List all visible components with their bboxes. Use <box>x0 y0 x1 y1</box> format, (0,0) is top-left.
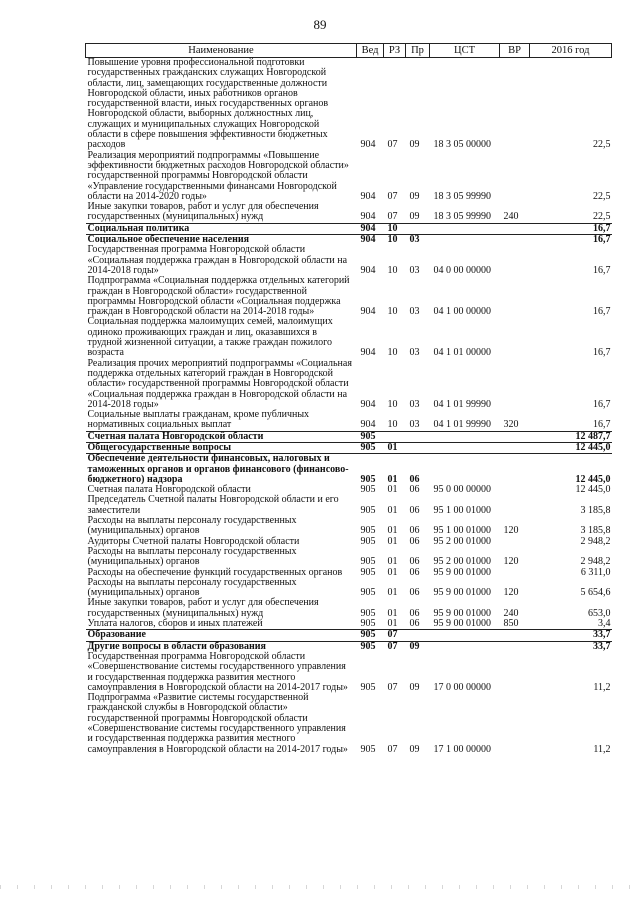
table-row <box>86 245 612 276</box>
row-pr <box>406 223 430 234</box>
row-rz: 10 <box>384 235 406 246</box>
row-cst: 04 0 00 00000 <box>433 264 491 276</box>
row-cst: 95 9 00 01000 <box>433 587 491 599</box>
row-cst <box>430 454 500 485</box>
page-number: 89 <box>313 17 327 32</box>
row-sum: 16,7 <box>593 347 611 359</box>
row-cst: 95 9 00 01000 <box>433 607 491 619</box>
table-row <box>86 317 612 358</box>
row-name: Реализация мероприятий подпрограммы «Повышение эффективности бюджетных расходов Новгородской области» государственной программы Новгородской области «Управление государственными финансами Новгородской области на 2014-2020 годы» <box>87 149 349 202</box>
row-name: Счетная палата Новгородской области <box>86 431 357 442</box>
row-sum: 3 185,8 <box>580 525 611 537</box>
row-rz: 01 <box>387 504 398 516</box>
row-rz: 07 <box>387 743 398 755</box>
row-rz: 10 <box>387 419 398 431</box>
table-row <box>86 516 612 537</box>
row-sum: 12 487,7 <box>530 431 612 442</box>
row-pr: 06 <box>409 504 420 516</box>
row-vr: 320 <box>503 419 519 431</box>
row-ved: 905 <box>360 681 376 693</box>
row-vr <box>500 58 530 151</box>
row-name: Другие вопросы в области образования <box>86 641 357 652</box>
row-pr: 03 <box>409 419 420 431</box>
row-name: Расходы на выплаты персоналу государственных (муниципальных) органов <box>87 545 297 568</box>
table-row <box>86 454 612 485</box>
row-vr <box>500 630 530 641</box>
row-pr: 06 <box>409 556 420 568</box>
row-sum: 12 445,0 <box>530 442 612 453</box>
row-ved: 905 <box>357 442 384 453</box>
row-name: Аудиторы Счетной палаты Новгородской области <box>87 535 300 547</box>
row-name: Общегосударственные вопросы <box>86 442 357 453</box>
header-pr: Пр <box>406 44 430 58</box>
row-sum: 12 445,0 <box>530 454 612 485</box>
row-sum: 33,7 <box>530 630 612 641</box>
row-cst <box>430 431 500 442</box>
row-name: Расходы на обеспечение функций государственных органов <box>87 566 343 578</box>
row-pr <box>406 431 430 442</box>
row-rz: 10 <box>387 306 398 318</box>
row-vr <box>500 431 530 442</box>
row-ved: 905 <box>357 641 384 652</box>
table-row <box>86 359 612 410</box>
row-vr <box>500 276 530 317</box>
row-name: Председатель Счетной палаты Новгородской области и его заместители <box>87 494 339 516</box>
row-pr: 09 <box>409 190 420 202</box>
row-sum: 16,7 <box>593 398 611 410</box>
row-pr: 09 <box>406 641 430 652</box>
row-sum: 16,7 <box>530 235 612 246</box>
row-name: Социальная поддержка малоимущих семей, малоимущих одиноко проживающих граждан и лиц, оказавшихся в трудной жизненной ситуации, а также граждан пожилого возраста <box>87 316 333 359</box>
scan-artifact-dots <box>0 885 640 889</box>
row-ved: 905 <box>360 556 376 568</box>
table-row <box>86 223 612 234</box>
row-ved: 905 <box>360 535 376 547</box>
row-ved: 905 <box>360 504 376 516</box>
row-name: Государственная программа Новгородской области «Социальная поддержка граждан в Новгородской области на 2014-2018 годы» <box>87 244 348 276</box>
row-name: Счетная палата Новгородской области <box>87 484 251 496</box>
row-vr <box>500 652 530 693</box>
row-pr: 06 <box>409 535 420 547</box>
row-sum: 16,7 <box>530 223 612 234</box>
row-name: Уплата налогов, сборов и иных платежей <box>87 618 263 630</box>
row-sum: 12 445,0 <box>575 484 611 496</box>
header-ved: Вед <box>357 44 384 58</box>
row-pr: 06 <box>409 607 420 619</box>
table-row <box>86 619 612 630</box>
row-name: Повышение уровня профессиональной подготовки государственных гражданских служащих Новгородской области, лиц, замещающих государственные должности Новгородской области, иных работников органов государственной власти, иных государственных органов Новгородской области, выборных должностных лиц, служащих и муниципальных служащих Новгородской области в сфере повышения эффективности бюджетных расходов <box>87 57 329 151</box>
row-rz: 01 <box>387 484 398 496</box>
row-pr: 03 <box>409 264 420 276</box>
row-vr <box>500 223 530 234</box>
table-row <box>86 652 612 693</box>
row-cst: 18 3 05 00000 <box>433 139 491 151</box>
row-name: Обеспечение деятельности финансовых, налоговых и таможенных органов и органов финансового (финансово-бюджетного) надзора <box>86 454 357 485</box>
row-rz: 10 <box>387 398 398 410</box>
row-ved: 905 <box>360 484 376 496</box>
row-name: Иные закупки товаров, работ и услуг для обеспечения государственных (муниципальных) нужд <box>87 201 319 223</box>
row-name: Образование <box>86 630 357 641</box>
row-name: Социальное обеспечение населения <box>86 235 357 246</box>
row-ved: 905 <box>360 587 376 599</box>
table-row <box>86 630 612 641</box>
row-vr: 120 <box>503 525 519 537</box>
row-cst: 04 1 00 00000 <box>433 306 491 318</box>
row-pr: 06 <box>409 587 420 599</box>
row-rz: 07 <box>387 190 398 202</box>
row-ved: 904 <box>357 223 384 234</box>
row-ved: 904 <box>360 264 376 276</box>
table-row <box>86 431 612 442</box>
row-vr <box>500 235 530 246</box>
row-sum: 2 948,2 <box>580 556 611 568</box>
row-name: Реализация прочих мероприятий подпрограммы «Социальная поддержка отдельных категорий граждан в Новгородской области» государственной программы Новгородской области «Социальная поддержка граждан в Новгородской области на 2014-2018 годы» <box>87 357 352 410</box>
row-pr: 09 <box>409 743 420 755</box>
row-pr: 03 <box>409 306 420 318</box>
row-rz: 10 <box>387 264 398 276</box>
row-ved: 905 <box>357 454 384 485</box>
row-cst: 17 1 00 00000 <box>433 743 491 755</box>
row-ved: 904 <box>360 190 376 202</box>
row-cst: 18 3 05 99990 <box>433 211 491 223</box>
row-vr <box>500 442 530 453</box>
row-pr <box>406 442 430 453</box>
row-ved: 905 <box>360 525 376 537</box>
row-rz: 10 <box>387 347 398 359</box>
row-pr: 06 <box>409 566 420 578</box>
row-ved: 905 <box>360 618 376 630</box>
table-row <box>86 578 612 599</box>
row-name: Расходы на выплаты персоналу государственных (муниципальных) органов <box>87 515 297 537</box>
budget-table <box>85 43 612 755</box>
table-row <box>86 276 612 317</box>
row-name: Социальная политика <box>86 223 357 234</box>
row-pr: 06 <box>409 525 420 537</box>
row-pr: 06 <box>409 618 420 630</box>
row-sum: 6 311,0 <box>580 566 611 578</box>
row-pr: 09 <box>409 139 420 151</box>
row-ved: 904 <box>360 398 376 410</box>
table-row <box>86 410 612 431</box>
row-cst <box>430 235 500 246</box>
table-row <box>86 598 612 619</box>
row-ved: 905 <box>360 566 376 578</box>
row-name: Социальные выплаты гражданам, кроме публичных нормативных социальных выплат <box>87 409 310 431</box>
row-cst: 04 1 01 99990 <box>433 419 491 431</box>
row-rz: 01 <box>384 454 406 485</box>
row-pr: 09 <box>409 681 420 693</box>
row-cst: 95 9 00 01000 <box>433 566 491 578</box>
row-name: Государственная программа Новгородской области «Совершенствование системы государственного управления и государственная поддержка развития местного самоуправления в Новгородской области на 2014-2017 годы» <box>87 650 348 693</box>
row-ved: 904 <box>360 347 376 359</box>
row-cst: 95 2 00 01000 <box>433 556 491 568</box>
row-name: Иные закупки товаров, работ и услуг для обеспечения государственных (муниципальных) нужд <box>87 597 319 619</box>
row-rz: 01 <box>387 525 398 537</box>
row-vr <box>500 454 530 485</box>
row-name: Подпрограмма «Развитие системы государственной гражданской службы в Новгородской области» государственной программы Новгородской области «Совершенствование системы государственного управления и государственная поддержка развития местного самоуправления в Новгородской области на 2014-2017 годы» <box>87 692 348 755</box>
row-rz: 01 <box>387 607 398 619</box>
row-ved: 904 <box>360 306 376 318</box>
row-pr: 06 <box>409 484 420 496</box>
header-rz: РЗ <box>384 44 406 58</box>
row-cst: 04 1 01 99990 <box>433 398 491 410</box>
row-vr <box>500 495 530 516</box>
table-row <box>86 202 612 223</box>
row-sum: 16,7 <box>593 306 611 318</box>
row-vr <box>500 151 530 202</box>
table-row <box>86 151 612 202</box>
header-vr: ВР <box>500 44 530 58</box>
row-cst: 95 0 00 00000 <box>433 484 491 496</box>
row-pr: 06 <box>406 454 430 485</box>
row-pr <box>406 630 430 641</box>
row-pr: 09 <box>409 211 420 223</box>
row-sum: 3 185,8 <box>580 504 611 516</box>
table-row <box>86 547 612 568</box>
row-ved: 905 <box>360 607 376 619</box>
header-sum: 2016 год <box>530 44 612 58</box>
row-sum: 653,0 <box>588 607 611 619</box>
row-vr: 120 <box>503 556 519 568</box>
row-sum: 33,7 <box>530 641 612 652</box>
row-cst: 95 2 00 01000 <box>433 535 491 547</box>
row-vr: 850 <box>503 618 519 630</box>
row-sum: 2 948,2 <box>580 535 611 547</box>
row-vr: 240 <box>503 607 519 619</box>
row-rz: 07 <box>384 630 406 641</box>
row-cst: 95 1 00 01000 <box>433 525 491 537</box>
row-sum: 11,2 <box>593 743 611 755</box>
row-sum: 22,5 <box>593 211 611 223</box>
row-rz <box>384 431 406 442</box>
row-sum: 16,7 <box>593 264 611 276</box>
row-vr <box>500 485 530 495</box>
row-vr: 120 <box>503 587 519 599</box>
row-ved: 904 <box>360 211 376 223</box>
row-rz: 01 <box>387 618 398 630</box>
row-rz: 01 <box>387 566 398 578</box>
table-row <box>86 58 612 151</box>
row-sum: 22,5 <box>593 190 611 202</box>
row-rz: 01 <box>387 535 398 547</box>
row-rz: 01 <box>387 556 398 568</box>
row-sum: 22,5 <box>593 139 611 151</box>
row-ved: 904 <box>360 419 376 431</box>
row-cst: 04 1 01 00000 <box>433 347 491 359</box>
table-row <box>86 495 612 516</box>
row-cst: 17 0 00 00000 <box>433 681 491 693</box>
row-cst <box>430 641 500 652</box>
row-rz: 07 <box>387 211 398 223</box>
table-row <box>86 693 612 755</box>
row-ved: 905 <box>360 743 376 755</box>
row-sum: 11,2 <box>593 681 611 693</box>
row-sum: 16,7 <box>593 419 611 431</box>
row-vr <box>500 317 530 358</box>
row-vr <box>500 537 530 547</box>
row-name: Расходы на выплаты персоналу государственных (муниципальных) органов <box>87 576 297 599</box>
row-vr: 240 <box>503 211 519 223</box>
table-body <box>86 58 612 755</box>
row-pr: 03 <box>406 235 430 246</box>
row-cst: 95 1 00 01000 <box>433 504 491 516</box>
row-ved: 905 <box>357 431 384 442</box>
row-ved: 904 <box>360 139 376 151</box>
row-pr: 03 <box>409 347 420 359</box>
row-vr <box>500 568 530 578</box>
row-ved: 905 <box>357 630 384 641</box>
row-rz: 01 <box>387 587 398 599</box>
row-cst: 95 9 00 01000 <box>433 618 491 630</box>
table-header <box>86 44 612 58</box>
row-vr <box>500 245 530 276</box>
row-vr <box>500 693 530 755</box>
row-sum: 3,4 <box>598 618 611 630</box>
header-name: Наименование <box>86 44 357 58</box>
row-cst <box>430 630 500 641</box>
header-cst: ЦСТ <box>430 44 500 58</box>
row-vr <box>500 359 530 410</box>
row-pr: 03 <box>409 398 420 410</box>
row-rz: 07 <box>387 681 398 693</box>
row-cst <box>430 442 500 453</box>
table-row <box>86 442 612 453</box>
row-rz: 07 <box>387 139 398 151</box>
row-sum: 5 654,6 <box>580 587 611 599</box>
row-cst <box>430 223 500 234</box>
row-cst: 18 3 05 99990 <box>433 190 491 202</box>
row-ved: 904 <box>357 235 384 246</box>
row-rz: 10 <box>384 223 406 234</box>
row-name: Подпрограмма «Социальная поддержка отдельных категорий граждан в Новгородской области» государственной программы Новгородской области «Социальная поддержка граждан в Новгородской области на 2014-2018 годы» <box>87 275 350 318</box>
row-vr <box>500 641 530 652</box>
row-rz: 07 <box>384 641 406 652</box>
row-rz: 01 <box>384 442 406 453</box>
